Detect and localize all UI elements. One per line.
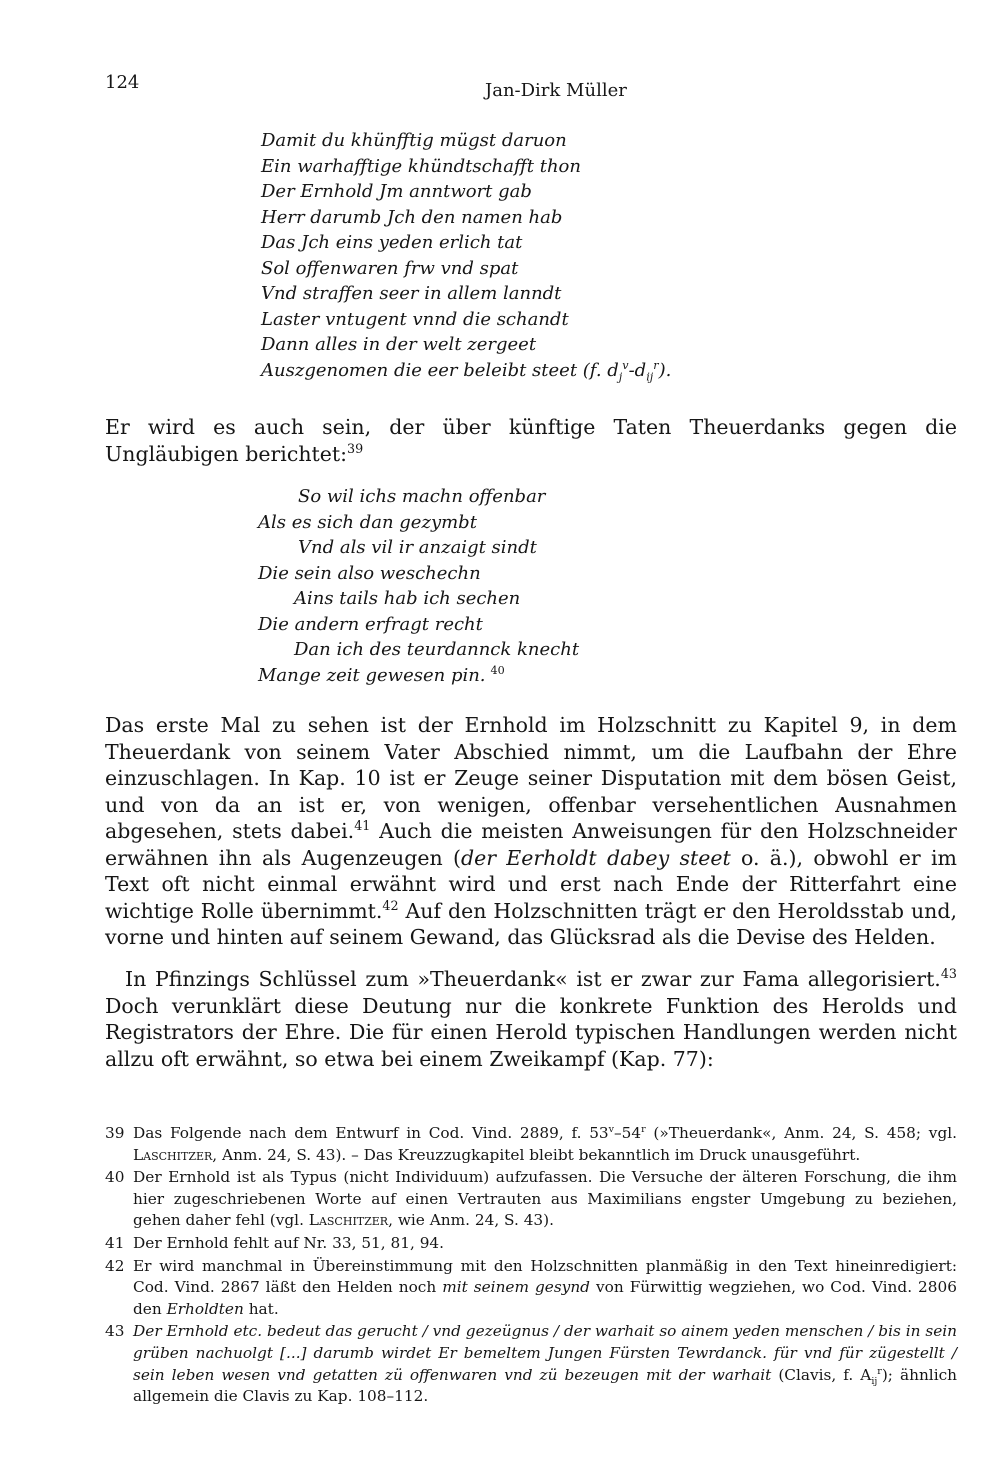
footnote-ref-39[interactable]: 39 — [347, 440, 364, 456]
footnote-number: 41 — [105, 1233, 125, 1252]
footnote-ref-40[interactable]: 40 — [490, 663, 505, 677]
footnote-42: 42 Er wird manchmal in Übereinstimmung mit den Holzschnitten planmäßig in den Text hineinredigiert: Cod. Vind. 2867 läßt den Helden noch mit seinem gesynd von Fürwittig wegziehen, wo Cod. Vind. 2806 den Erholdten hat. — [105, 1256, 957, 1318]
verse-line: Damit du khünfftig mügst daruon — [261, 130, 567, 151]
footnote-number: 40 — [105, 1168, 125, 1187]
verse-line: Ein warhafftige khündtschafft thon — [261, 155, 581, 177]
verse-line-with-citation: Auszgenomen die eer beleibt steet (f. $d_j^v-d_{ij}^r$). — [261, 358, 672, 384]
verse-line: Die andern erfragt recht — [258, 613, 483, 635]
verse-line: Der Ernhold Jm anntwort gab — [261, 181, 532, 202]
verse-quote-2 — [258, 484, 579, 688]
footnote-number: 43 — [105, 1322, 125, 1341]
footnote-ref-43[interactable]: 43 — [940, 966, 957, 982]
footnote-43: 43 Der Ernhold etc. bedeut das gerucht / vnd gezeügnus / der warhait so ainem yeden menschen / bis in sein grüben nachuolgt [...] darumb wirdet Er bemeltem Jungen Fürsten Tewrdanck. für vnd für zügestellt / sein leben wesen vnd getatten zü offenwaren vnd zü bezeugen mit der warhait (Clavis, f. $A_{ij}^r$); ähnlich allgemein die Clavis zu Kap. 108–112. — [105, 1322, 957, 1406]
verse-line: Die sein also weschechn — [258, 562, 481, 584]
verse-line: Ains tails hab ich sechen — [294, 588, 521, 609]
verse-line: Das Jch eins yeden erlich tat — [261, 232, 523, 253]
verse-line: Herr darumb Jch den namen hab — [261, 206, 563, 228]
running-header — [105, 72, 962, 112]
paragraph-2: Das erste Mal zu sehen ist der Ernhold im Holzschnitt zu Kapitel 9, in dem Theuerdank von seinem Vater Abschied nimmt, um die Laufbahn der Ehre einzuschlagen. In Kap. 10 ist er Zeuge seiner Disputation mit dem bösen Geist, und von da an ist er, von wenigen, offenbar versehentlichen Ausnahmen abgesehen, stets dabei.$^{41}$ Auch die meisten Anweisungen für den Holzschneider erwähnen ihn als Augenzeugen (der Eerholdt dabey steet o. ä.), obwohl er im Text oft nicht einmal erwähnt wird und erst nach Ende der Ritterfahrt eine wichtige Rolle übernimmt.$^{42}$ Auf den Holzschnitten trägt er den Heroldsstab und, vorne und hinten auf seinem Gewand, das Glücksrad als die Devise des Helden. — [105, 713, 957, 949]
footnote-number: 42 — [105, 1256, 125, 1275]
footnote-ref-42[interactable]: 42 — [382, 897, 399, 913]
running-head-author: Jan-Dirk Müller — [485, 80, 627, 101]
paragraph-1: Er wird es auch sein, der über künftige Taten Theuerdanks gegen die Ungläubigen berichtet:$^{39}$ — [105, 415, 957, 466]
footnote-39: 39 Das Folgende nach dem Entwurf in Cod. Vind. 2889, f. 53$^v$–54$^r$ (»Theuerdank«, Anm. 24, S. 458; vgl. Laschitzer, Anm. 24, S. 43). – Das Kreuzzugkapitel bleibt bekanntlich im Druck unausgeführt. — [105, 1123, 957, 1164]
verse-line: Vnd straffen seer in allem lanndt — [261, 283, 562, 304]
page-number: 124 — [105, 72, 140, 93]
verse-quote-1 — [261, 128, 671, 383]
verse-line: Als es sich dan gezymbt — [258, 511, 477, 533]
footnotes — [105, 1123, 957, 1409]
footnote-40: 40 Der Ernhold ist als Typus (nicht Individuum) aufzufassen. Die Versuche der älteren Forschung, die ihm hier zugeschriebenen Worte auf einen Vertrauten aus Maximilians engster Umgebung zu beziehen, gehen daher fehl (vgl. Laschitzer, wie Anm. 24, S. 43). — [105, 1168, 957, 1230]
footnote-41: 41 Der Ernhold fehlt auf Nr. 33, 51, 81, 94. — [105, 1233, 957, 1255]
footnote-number: 39 — [105, 1124, 125, 1142]
verse-line: Vnd als vil ir anzaigt sindt — [298, 537, 537, 558]
verse-line: So wil ichs machn offenbar — [298, 486, 546, 507]
footnote-ref-41[interactable]: 41 — [354, 818, 371, 834]
verse-line: Mange zeit gewesen pin. $^{40}$ — [258, 663, 505, 686]
verse-line: Dan ich des teurdannck knecht — [294, 639, 580, 660]
verse-line: Laster vntugent vnnd die schandt — [261, 308, 569, 330]
verse-line: Dann alles in der welt zergeet — [261, 334, 537, 355]
paragraph-3: In Pfinzings Schlüssel zum »Theuerdank« ist er zwar zur Fama allegorisiert.$^{43}$ Doch verunklärt diese Deutung nur die konkrete Funktion des Herolds und Registrators der Ehre. Die für einen Herold typischen Handlungen werden nicht allzu oft erwähnt, so etwa bei einem Zweikampf (Kap. 77): — [105, 966, 957, 1071]
verse-line: Sol offenwaren frw vnd spat — [261, 257, 519, 279]
